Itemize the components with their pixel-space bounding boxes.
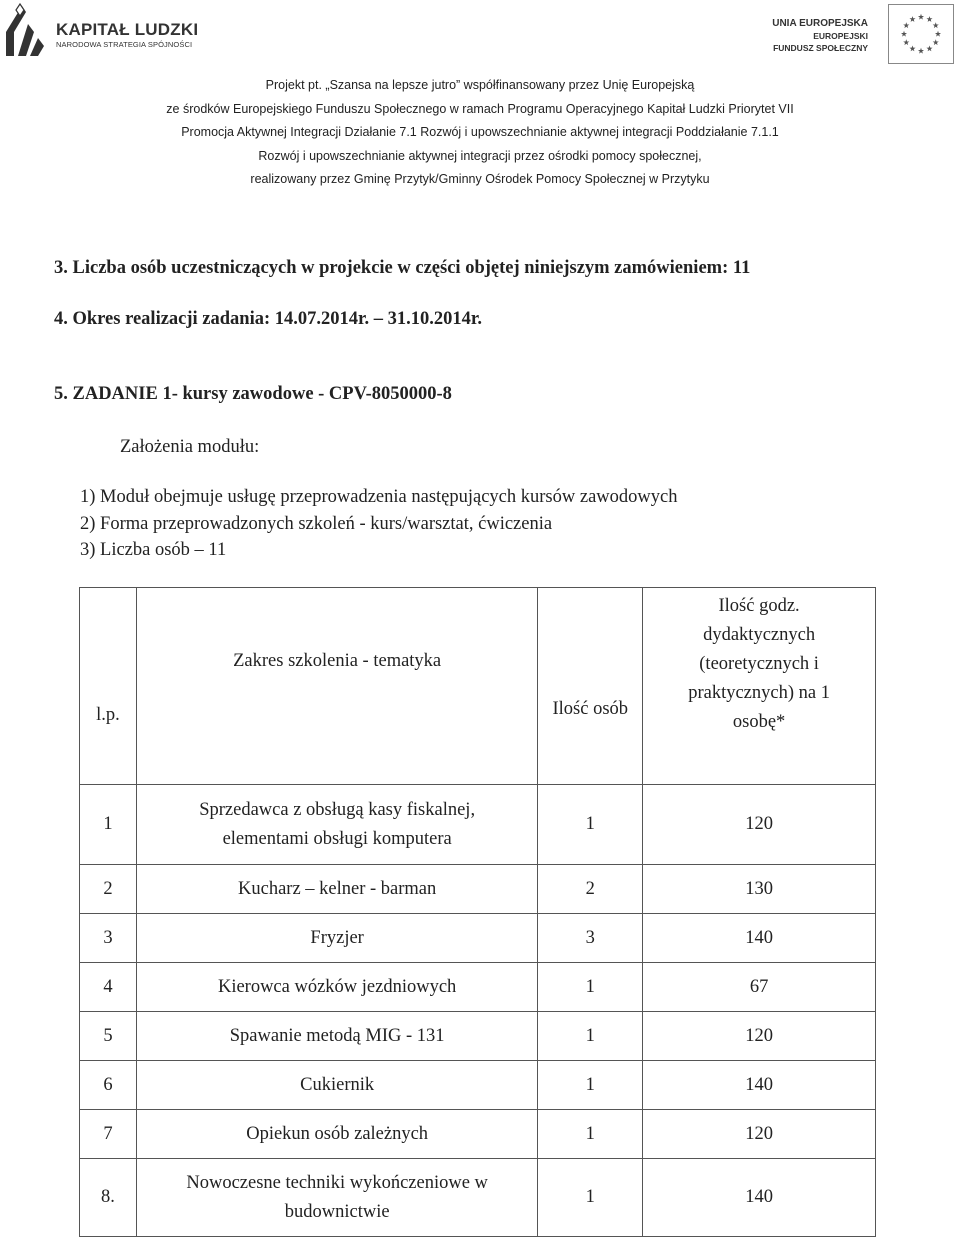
cell-godziny: 67 [643, 963, 876, 1012]
cell-godziny: 120 [643, 785, 876, 865]
project-info-line: realizowany przez Gminę Przytyk/Gminny Ośrodek Pomocy Społecznej w Przytyku [250, 172, 710, 186]
section-5-task: 5. ZADANIE 1- kursy zawodowe - CPV-8050000-8 [54, 384, 452, 404]
cell-lp: 6 [80, 1061, 137, 1110]
cell-zakres-line: budownictwie [284, 1201, 390, 1222]
project-info-line: Projekt pt. „Szansa na lepsze jutro” współfinansowany przez Unię Europejską [265, 78, 695, 92]
eu-star-icon [903, 39, 909, 45]
cell-godziny: 140 [643, 1159, 876, 1237]
cell-lp: 1 [80, 785, 137, 865]
eu-star-icon [909, 46, 915, 52]
cell-lp: 2 [80, 865, 137, 914]
cell-zakres [136, 785, 537, 865]
eu-flag-icon [888, 4, 954, 64]
cell-ilosc: 1 [538, 963, 643, 1012]
table-row [80, 785, 876, 865]
table-row [80, 1012, 876, 1061]
eu-star-icon [918, 14, 924, 20]
table-row [80, 914, 876, 963]
assumptions-title: Założenia modułu: [120, 437, 260, 457]
header-godziny [643, 588, 876, 785]
eu-star-icon [918, 48, 924, 54]
eu-star-icon [933, 39, 939, 45]
eu-line-3: FUNDUSZ SPOŁECZNY [773, 43, 868, 53]
cell-zakres: Fryzjer [136, 914, 537, 963]
header-godziny-line: dydaktycznych [703, 625, 816, 645]
eu-star-icon [926, 16, 932, 22]
table-row [80, 1159, 876, 1237]
cell-lp: 4 [80, 963, 137, 1012]
assumption-item-3: 3) Liczba osób – 11 [80, 540, 227, 560]
eu-star-icon [909, 16, 915, 22]
cell-godziny: 140 [643, 914, 876, 963]
eu-logo [766, 4, 956, 64]
cell-ilosc: 1 [538, 1159, 643, 1237]
cell-zakres: Kucharz – kelner - barman [136, 865, 537, 914]
cell-zakres: Opiekun osób zależnych [136, 1110, 537, 1159]
table-row [80, 865, 876, 914]
project-info [0, 74, 960, 192]
project-info-line: Rozwój i upowszechnianie aktywnej integracji przez ośrodki pomocy społecznej, [258, 148, 702, 163]
eu-star-icon [935, 31, 941, 37]
assumption-item-1: 1) Moduł obejmuje usługę przeprowadzenia następujących kursów zawodowych [80, 487, 678, 507]
cell-godziny: 120 [643, 1110, 876, 1159]
kapital-ludzki-logo [4, 2, 204, 58]
assumption-item-2: 2) Forma przeprowadzonych szkoleń - kurs/warsztat, ćwiczenia [80, 514, 553, 534]
eu-star-icon [926, 46, 932, 52]
eu-star-icon [901, 31, 907, 37]
cell-lp: 8. [80, 1159, 137, 1237]
project-info-line: Promocja Aktywnej Integracji Działanie 7.1 Rozwój i upowszechnianie aktywnej integracji Poddziałanie 7.1.1 [181, 125, 779, 139]
header-lp: l.p. [80, 588, 137, 785]
header-godziny-line: praktycznych) na 1 [688, 683, 830, 703]
header-godziny-line: osobę* [732, 712, 786, 732]
header-godziny-line: (teoretycznych i [699, 654, 819, 674]
cell-ilosc: 2 [538, 865, 643, 914]
cell-zakres-line: elementami obsługi komputera [222, 828, 452, 849]
header-godziny-line: Ilość godz. [718, 596, 800, 616]
cell-godziny: 140 [643, 1061, 876, 1110]
section-3-participants: 3. Liczba osób uczestniczących w projekcie w części objętej niniejszym zamówieniem: 11 [54, 258, 751, 278]
cell-godziny: 120 [643, 1012, 876, 1061]
eu-star-icon [903, 22, 909, 28]
table-header-row [80, 588, 876, 785]
kapital-ludzki-title: KAPITAŁ LUDZKI [56, 20, 199, 39]
cell-zakres: Cukiernik [136, 1061, 537, 1110]
project-info-line: ze środków Europejskiego Funduszu Społecznego w ramach Programu Operacyjnego Kapitał Ludzki Priorytet VII [166, 101, 794, 116]
table-row [80, 1110, 876, 1159]
kapital-ludzki-subtitle: NARODOWA STRATEGIA SPÓJNOŚCI [56, 40, 193, 49]
cell-zakres: Spawanie metodą MIG - 131 [136, 1012, 537, 1061]
cell-zakres [136, 1159, 537, 1237]
cell-lp: 7 [80, 1110, 137, 1159]
section-4-period: 4. Okres realizacji zadania: 14.07.2014r. – 31.10.2014r. [54, 309, 483, 329]
cell-zakres-line: Nowoczesne techniki wykończeniowe w [186, 1172, 488, 1193]
cell-ilosc: 3 [538, 914, 643, 963]
cell-godziny: 130 [643, 865, 876, 914]
cell-ilosc: 1 [538, 1061, 643, 1110]
cell-ilosc: 1 [538, 1110, 643, 1159]
eu-logo-text [772, 18, 868, 54]
cell-ilosc: 1 [538, 1012, 643, 1061]
eu-line-2: EUROPEJSKI [813, 31, 868, 41]
cell-zakres: Kierowca wózków jezdniowych [136, 963, 537, 1012]
header-ilosc: Ilość osób [538, 588, 643, 785]
courses-table [79, 587, 876, 1237]
table-row [80, 963, 876, 1012]
cell-zakres-line: Sprzedawca z obsługą kasy fiskalnej, [199, 799, 476, 820]
cell-ilosc: 1 [538, 785, 643, 865]
header-zakres: Zakres szkolenia - tematyka [136, 588, 537, 785]
cell-lp: 5 [80, 1012, 137, 1061]
eu-line-1: UNIA EUROPEJSKA [772, 18, 868, 29]
table-row [80, 1061, 876, 1110]
kapital-ludzki-logo-icon [4, 2, 50, 58]
eu-star-icon [933, 22, 939, 28]
cell-lp: 3 [80, 914, 137, 963]
